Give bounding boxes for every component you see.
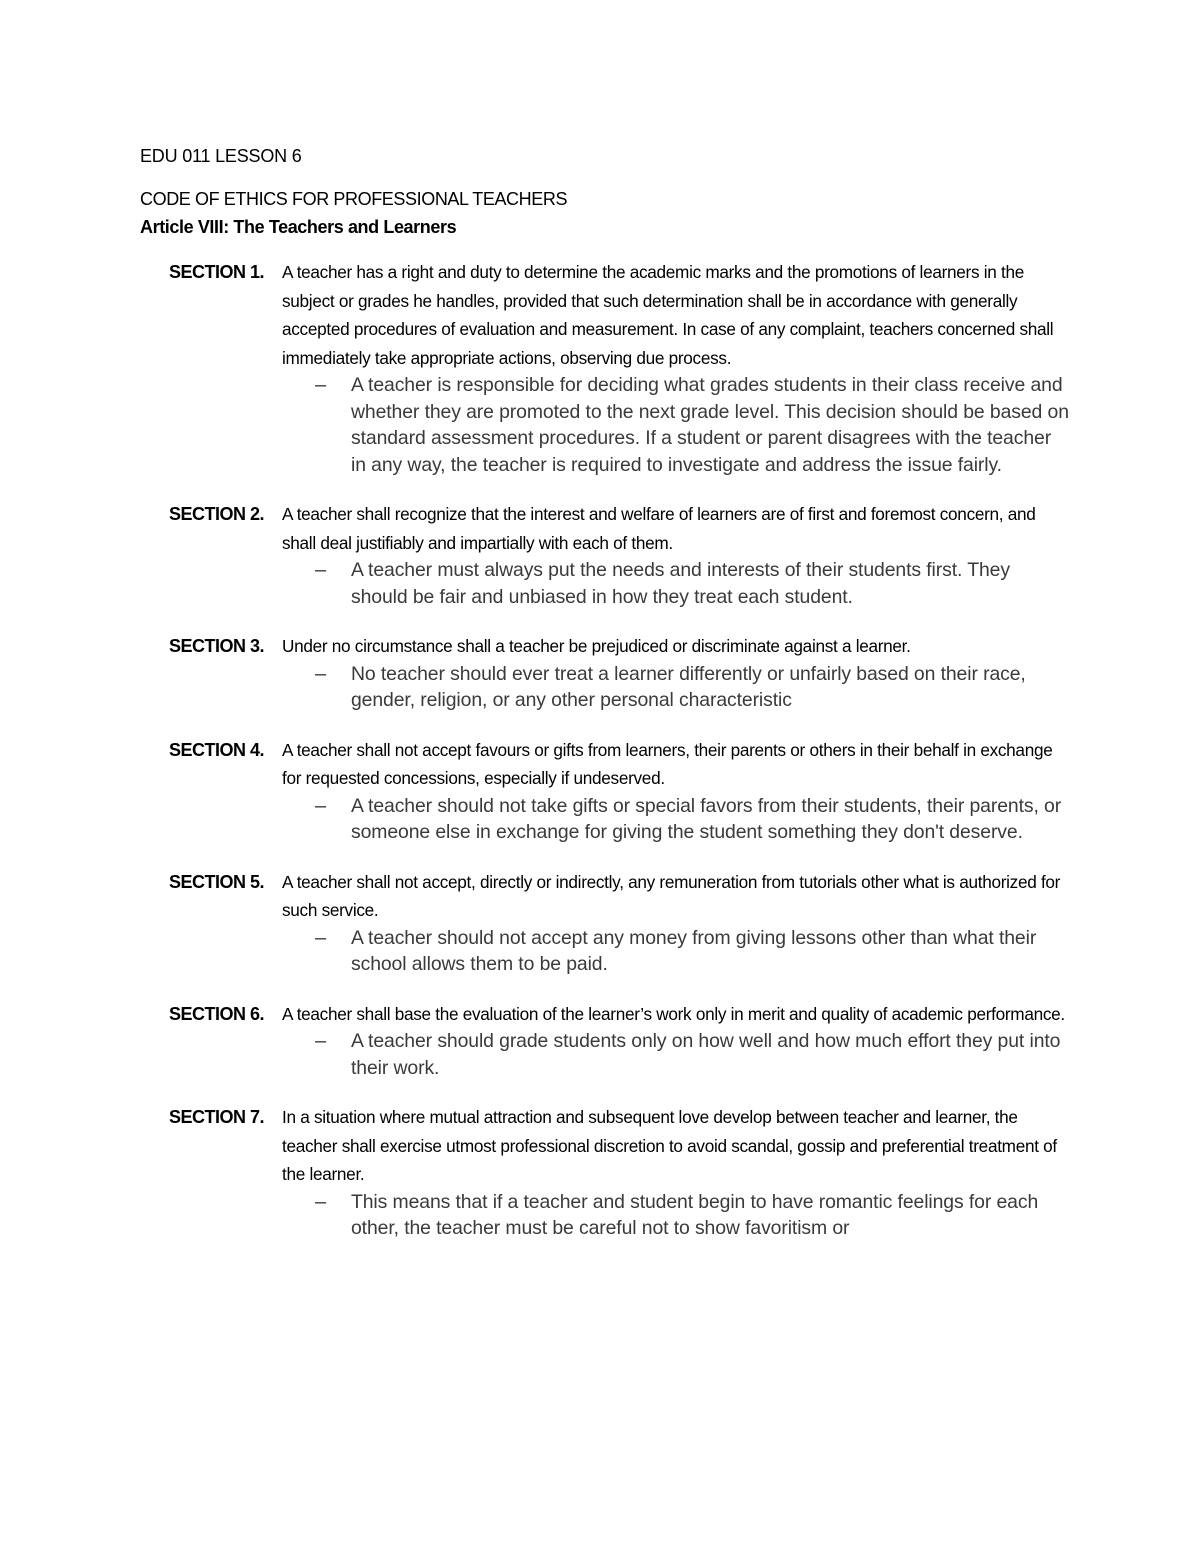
- section-rule-text: A teacher shall recognize that the interest and welfare of learners are of first and foremost concern, and shall deal justifiably and impartially with each of them.: [282, 504, 1036, 553]
- section-rule-text: A teacher shall not accept, directly or indirectly, any remuneration from tutorials other what is authorized for such service.: [282, 871, 1061, 920]
- section-rule-text: In a situation where mutual attraction and subsequent love develop between teacher and learner, the teacher shall exercise utmost professional discretion to avoid scandal, gossip and preferential treatment of the learner.: [282, 1107, 1057, 1184]
- dash-bullet: –: [315, 1190, 327, 1213]
- section-label: SECTION 4.: [169, 739, 265, 760]
- section-2: [169, 500, 1069, 610]
- section-body: [282, 868, 1069, 978]
- section-1: [169, 258, 1069, 478]
- section-label: SECTION 1.: [169, 262, 265, 282]
- section-label: SECTION 7.: [169, 1107, 265, 1127]
- section-label: SECTION 3.: [169, 636, 265, 656]
- explanation-text: This means that if a teacher and student begin to have romantic feelings for each other, the teacher must be careful not to show favoritism or: [351, 1190, 1039, 1239]
- dash-bullet: –: [315, 794, 327, 817]
- section-rule-text: A teacher shall not accept favours or gifts from learners, their parents or others in their behalf in exchange for requested concessions, especially if undeserved.: [282, 739, 1053, 788]
- section-7: [169, 1103, 1069, 1242]
- section-body: [282, 500, 1069, 610]
- section-6: [169, 1000, 1069, 1082]
- explanation-text: No teacher should ever treat a learner differently or unfairly based on their race, gender, religion, or any other personal characteristic: [351, 662, 1026, 711]
- explanation-text: A teacher is responsible for deciding what grades students in their class receive and whether they are promoted to the next grade level. This decision should be based on standard assessment procedures. If a student or parent disagrees with the teacher in any way, the teacher is required to investigate and address the issue fairly.: [351, 374, 1069, 476]
- section-body: [282, 1103, 1069, 1242]
- section-explanation: [282, 661, 1069, 714]
- course-lesson-line: EDU 011 LESSON 6: [140, 146, 302, 166]
- section-explanation: [282, 372, 1069, 478]
- document-title: CODE OF ETHICS FOR PROFESSIONAL TEACHERS: [140, 189, 568, 209]
- dash-bullet: –: [315, 926, 327, 949]
- dash-bullet: –: [315, 662, 327, 685]
- section-5: [169, 868, 1069, 978]
- section-body: [282, 632, 1069, 714]
- section-rule-text: Under no circumstance shall a teacher be prejudiced or discriminate against a learner.: [282, 636, 911, 656]
- section-rule-text: A teacher shall base the evaluation of the learner’s work only in merit and quality of academic performance.: [282, 1003, 1065, 1024]
- explanation-text: A teacher should grade students only on how well and how much effort they put into their work.: [351, 1030, 1061, 1079]
- section-explanation: [282, 793, 1069, 846]
- explanation-text: A teacher should not accept any money from giving lessons other than what their school allows them to be paid.: [351, 926, 1037, 975]
- sections-list: [169, 258, 1069, 1264]
- section-3: [169, 632, 1069, 714]
- section-4: [169, 736, 1069, 846]
- section-label: SECTION 2.: [169, 504, 265, 524]
- section-explanation: [282, 925, 1069, 978]
- section-rule-text: A teacher has a right and duty to determine the academic marks and the promotions of learners in the subject or grades he handles, provided that such determination shall be in accordance with generally accepted procedures of evaluation and measurement. In case of any complaint, teachers concerned shall immediately take appropriate actions, observing due process.: [282, 262, 1054, 368]
- dash-bullet: –: [315, 1030, 327, 1052]
- section-body: [282, 1000, 1069, 1082]
- explanation-text: A teacher must always put the needs and interests of their students first. They should be fair and unbiased in how they treat each student.: [351, 559, 1010, 608]
- section-body: [282, 258, 1069, 478]
- section-label: SECTION 6.: [169, 1003, 265, 1024]
- section-explanation: [282, 1189, 1069, 1242]
- explanation-text: A teacher should not take gifts or special favors from their students, their parents, or someone else in exchange for giving the student something they don't deserve.: [351, 794, 1062, 843]
- section-explanation: [282, 557, 1069, 610]
- section-label: SECTION 5.: [169, 871, 265, 892]
- article-subtitle: Article VIII: The Teachers and Learners: [140, 217, 457, 237]
- dash-bullet: –: [315, 374, 327, 396]
- section-body: [282, 736, 1069, 846]
- section-explanation: [282, 1028, 1069, 1081]
- dash-bullet: –: [315, 559, 327, 581]
